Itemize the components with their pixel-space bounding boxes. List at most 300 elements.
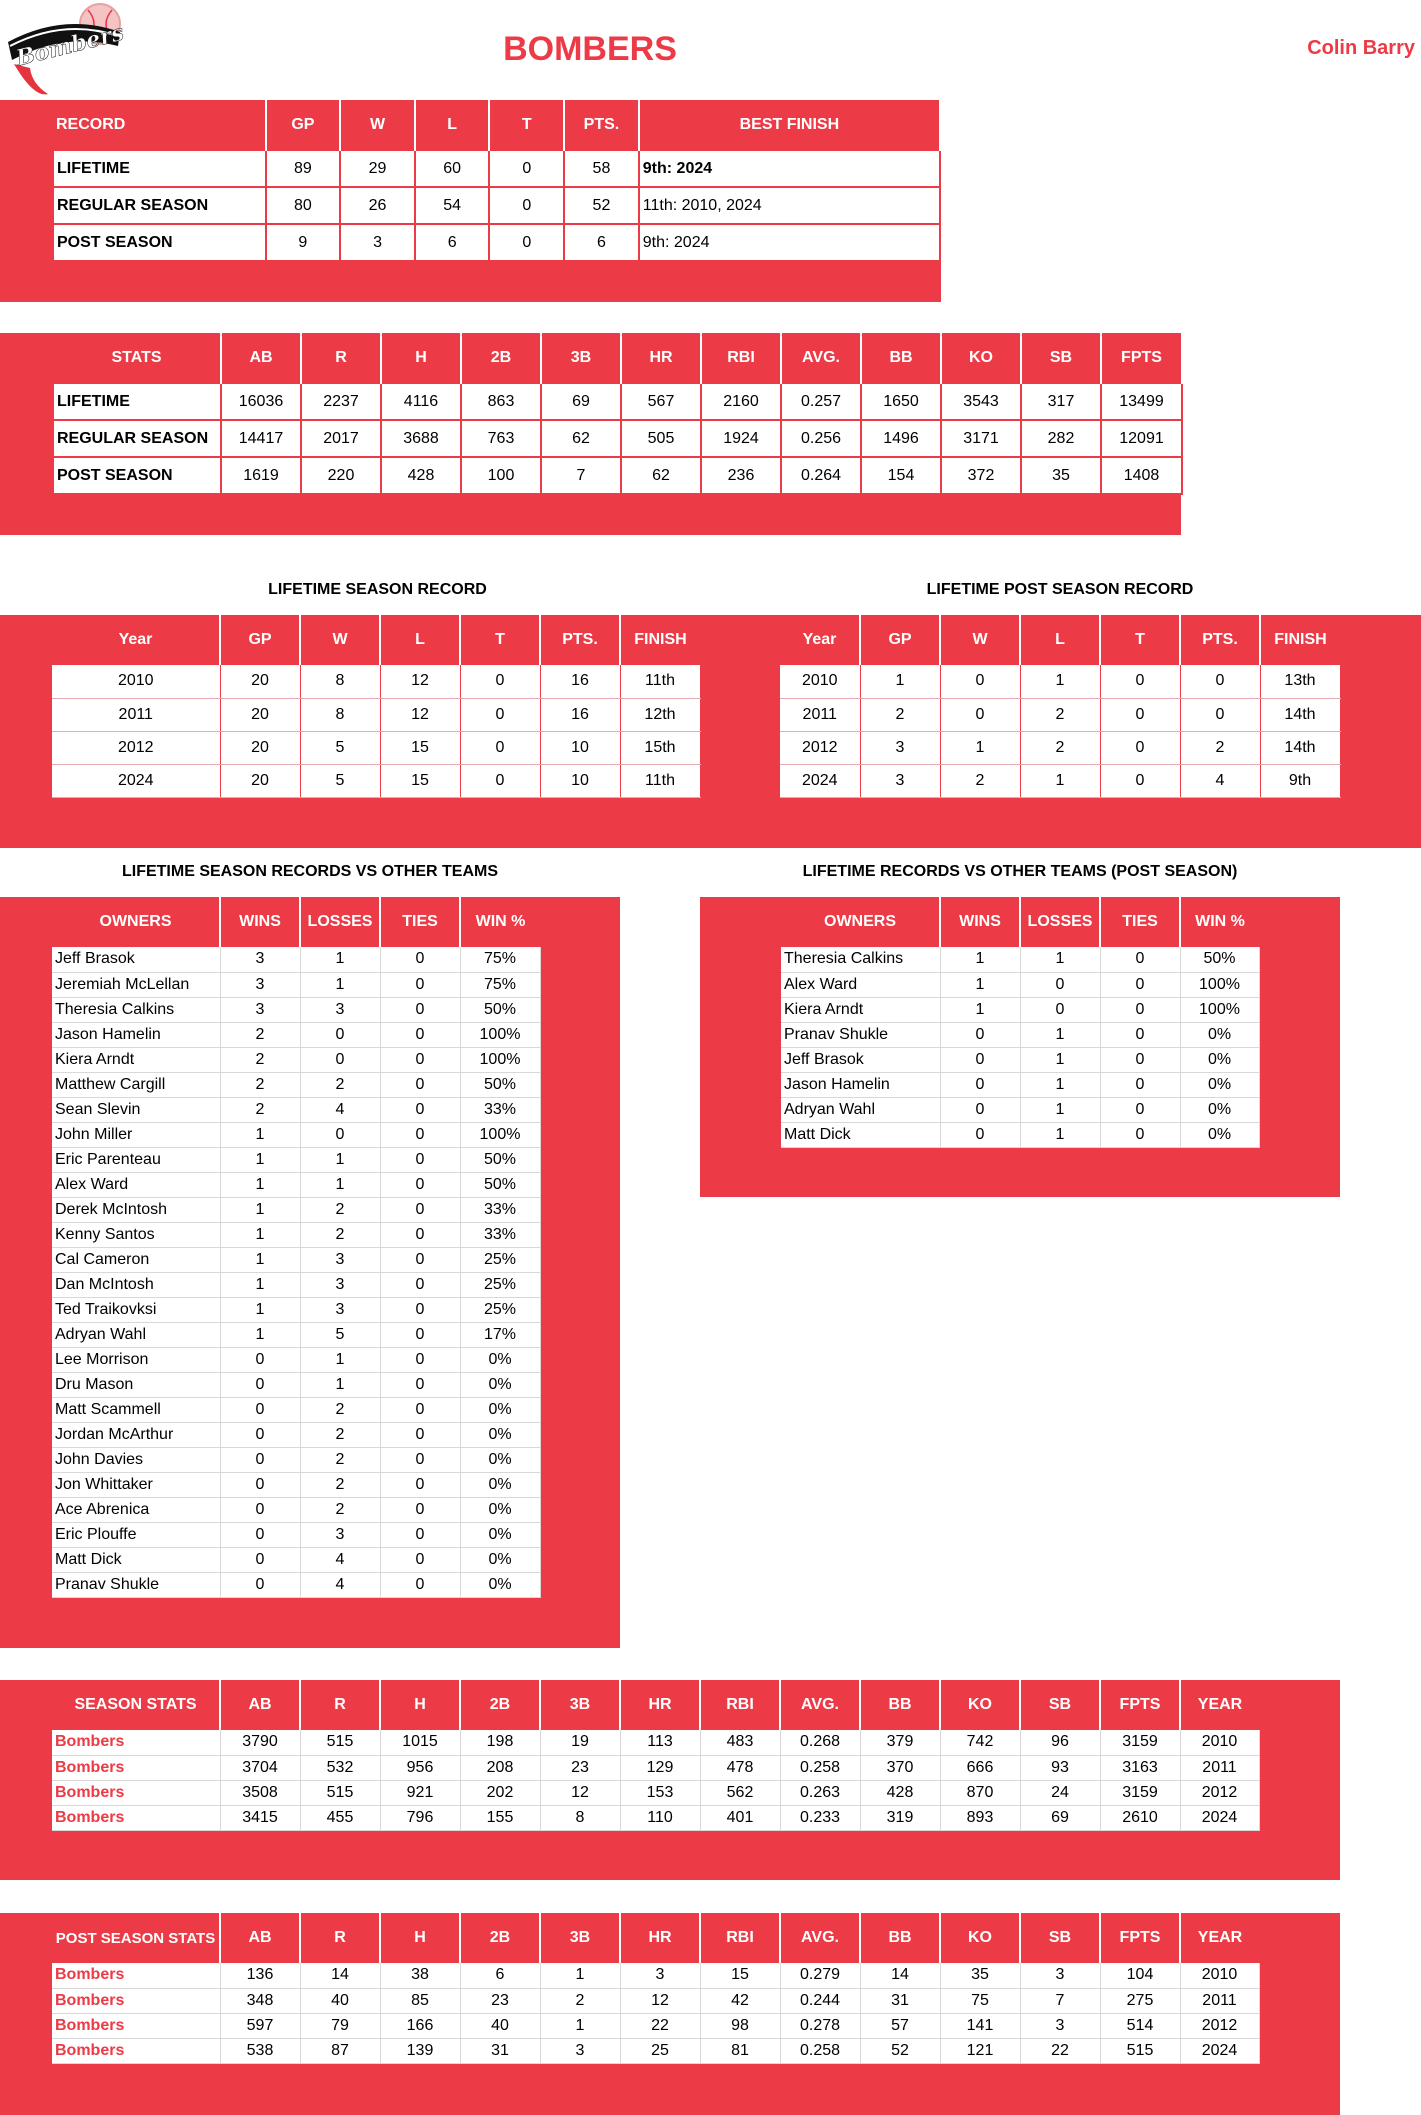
table-cell: 0 — [1100, 972, 1180, 997]
table-cell: 10 — [540, 764, 620, 797]
table-row — [53, 187, 940, 224]
table-cell: 567 — [621, 383, 701, 420]
table-cell: 15th — [620, 731, 700, 764]
table-cell: 0% — [460, 1522, 540, 1547]
column-header: SB — [1020, 1913, 1100, 1963]
table-cell: Bombers — [52, 1780, 220, 1805]
table-cell: 2024 — [52, 764, 220, 797]
table-cell: 0 — [220, 1347, 300, 1372]
table-cell: 455 — [300, 1805, 380, 1830]
table-cell: Theresia Calkins — [781, 947, 940, 972]
table-cell: 3415 — [220, 1805, 300, 1830]
table-cell: 31 — [460, 2038, 540, 2063]
table-cell: Dan McIntosh — [52, 1272, 220, 1297]
table-cell: Matt Scammell — [52, 1397, 220, 1422]
post-record-table — [780, 615, 1341, 798]
table-cell: 0 — [380, 1147, 460, 1172]
table-cell: 3543 — [941, 383, 1021, 420]
table-cell: Alex Ward — [52, 1172, 220, 1197]
table-cell: 1 — [1020, 764, 1100, 797]
table-cell: 0 — [380, 1047, 460, 1072]
table-cell: 0 — [1020, 997, 1100, 1022]
table-cell: 7 — [541, 457, 621, 494]
table-cell: 1 — [1020, 665, 1100, 698]
table-row — [52, 997, 540, 1022]
table-cell: 1 — [220, 1297, 300, 1322]
table-cell: 2 — [300, 1422, 380, 1447]
table-cell: 0.257 — [781, 383, 861, 420]
table-cell: 1 — [1020, 1047, 1100, 1072]
table-cell: 0 — [460, 764, 540, 797]
table-cell: 0% — [460, 1497, 540, 1522]
table-cell: 0 — [1100, 665, 1180, 698]
table-cell: 25% — [460, 1272, 540, 1297]
table-cell: 50% — [460, 1147, 540, 1172]
table-cell: 0 — [300, 1122, 380, 1147]
table-cell: 0 — [940, 1022, 1020, 1047]
table-row — [52, 1988, 1259, 2013]
table-cell: 52 — [860, 2038, 940, 2063]
column-header: GP — [266, 100, 341, 150]
table-cell: 1 — [220, 1272, 300, 1297]
table-cell: 8 — [300, 665, 380, 698]
table-cell: Theresia Calkins — [52, 997, 220, 1022]
table-cell: 80 — [266, 187, 341, 224]
table-cell: 40 — [460, 2013, 540, 2038]
table-row — [781, 1072, 1259, 1097]
table-cell: 2012 — [52, 731, 220, 764]
table-cell: 154 — [861, 457, 941, 494]
column-header: BB — [861, 333, 941, 383]
table-row — [781, 1097, 1259, 1122]
table-cell: Cal Cameron — [52, 1247, 220, 1272]
table-cell: 0.258 — [780, 2038, 860, 2063]
table-cell: 22 — [1020, 2038, 1100, 2063]
table-cell: 5 — [300, 1322, 380, 1347]
table-cell: 50% — [460, 1072, 540, 1097]
table-cell: 29 — [340, 150, 415, 187]
post-record-title: LIFETIME POST SEASON RECORD — [926, 581, 1194, 598]
table-cell: Lee Morrison — [52, 1347, 220, 1372]
table-cell: 282 — [1021, 420, 1101, 457]
record-table — [52, 100, 941, 262]
table-cell: 2012 — [1180, 1780, 1259, 1805]
table-row — [781, 972, 1259, 997]
table-cell: Ace Abrenica — [52, 1497, 220, 1522]
table-cell: 3 — [860, 764, 940, 797]
table-cell: 11th — [620, 764, 700, 797]
table-cell: 52 — [564, 187, 639, 224]
table-cell: 2024 — [780, 764, 860, 797]
table-cell: 1 — [1020, 1022, 1100, 1047]
column-header: BEST FINISH — [639, 100, 940, 150]
table-cell: 2012 — [1180, 2013, 1259, 2038]
table-cell: 1496 — [861, 420, 941, 457]
table-cell: 2610 — [1100, 1805, 1180, 1830]
table-cell: 12 — [540, 1780, 620, 1805]
table-cell: 348 — [220, 1988, 300, 2013]
column-header: W — [300, 615, 380, 665]
table-cell: 870 — [940, 1780, 1020, 1805]
table-cell: 14th — [1260, 731, 1340, 764]
table-cell: 0% — [460, 1347, 540, 1372]
stats-table — [52, 333, 1183, 495]
table-cell: Bombers — [52, 1988, 220, 2013]
table-cell: 22 — [620, 2013, 700, 2038]
table-cell: 2 — [300, 1447, 380, 1472]
table-row — [52, 1522, 540, 1547]
table-cell: 16036 — [221, 383, 301, 420]
table-cell: 1408 — [1101, 457, 1182, 494]
table-cell: 379 — [860, 1730, 940, 1755]
table-cell: 136 — [220, 1963, 300, 1988]
table-cell: 100% — [460, 1122, 540, 1147]
season-stats-table — [52, 1680, 1260, 1831]
column-header: AB — [221, 333, 301, 383]
table-cell: 1 — [860, 665, 940, 698]
table-cell: 0 — [220, 1522, 300, 1547]
table-row — [52, 2038, 1259, 2063]
table-row — [52, 1272, 540, 1297]
table-cell: 370 — [860, 1755, 940, 1780]
table-cell: 1 — [220, 1197, 300, 1222]
table-cell: 3 — [220, 972, 300, 997]
table-cell: 3 — [300, 1247, 380, 1272]
table-cell: 6 — [564, 224, 639, 261]
column-header: FPTS — [1100, 1680, 1180, 1730]
table-row — [52, 1022, 540, 1047]
table-cell: 0 — [380, 1497, 460, 1522]
table-cell: 16 — [540, 665, 620, 698]
table-cell: 60 — [415, 150, 490, 187]
table-cell: 3163 — [1100, 1755, 1180, 1780]
table-row — [52, 1805, 1259, 1830]
column-header: 2B — [460, 1680, 540, 1730]
table-cell: Bombers — [52, 1755, 220, 1780]
table-cell: 0 — [380, 1447, 460, 1472]
table-cell: 96 — [1020, 1730, 1100, 1755]
table-cell: 0 — [380, 1097, 460, 1122]
table-cell: Jeff Brasok — [781, 1047, 940, 1072]
table-cell: 0% — [460, 1547, 540, 1572]
table-row — [52, 1572, 540, 1597]
header-row — [53, 333, 1182, 383]
column-header: BB — [860, 1913, 940, 1963]
table-cell: 13499 — [1101, 383, 1182, 420]
table-cell: 220 — [301, 457, 381, 494]
table-cell: 514 — [1100, 2013, 1180, 2038]
table-cell: 3171 — [941, 420, 1021, 457]
table-cell: 3 — [300, 1522, 380, 1547]
table-cell: 0 — [380, 1022, 460, 1047]
table-cell: 0 — [1100, 1022, 1180, 1047]
table-cell: 0 — [380, 1572, 460, 1597]
table-cell: 20 — [220, 698, 300, 731]
table-cell: 20 — [220, 731, 300, 764]
table-cell: 0 — [300, 1022, 380, 1047]
table-cell: 275 — [1100, 1988, 1180, 2013]
table-cell: 11th — [620, 665, 700, 698]
table-cell: 0% — [1180, 1072, 1259, 1097]
table-cell: 0 — [380, 1522, 460, 1547]
table-cell: 1015 — [380, 1730, 460, 1755]
table-cell: REGULAR SEASON — [53, 187, 266, 224]
vs-teams-title: LIFETIME SEASON RECORDS VS OTHER TEAMS — [121, 863, 499, 880]
table-cell: 155 — [460, 1805, 540, 1830]
table-cell: Derek McIntosh — [52, 1197, 220, 1222]
table-cell: POST SEASON — [53, 224, 266, 261]
table-row — [52, 1172, 540, 1197]
table-row — [52, 1730, 1259, 1755]
table-cell: 3 — [1020, 2013, 1100, 2038]
table-cell: 1 — [300, 1372, 380, 1397]
table-cell: 69 — [1020, 1805, 1100, 1830]
table-cell: Alex Ward — [781, 972, 940, 997]
vs-teams-table — [52, 897, 541, 1598]
column-header: Year — [118, 631, 153, 648]
table-cell: 0 — [220, 1372, 300, 1397]
table-cell: 0 — [300, 1047, 380, 1072]
table-cell: 1 — [300, 1172, 380, 1197]
column-header: BB — [860, 1680, 940, 1730]
table-cell: 1 — [540, 2013, 620, 2038]
table-row — [52, 698, 700, 731]
table-cell: 0 — [1100, 1097, 1180, 1122]
column-header: RBI — [701, 333, 781, 383]
table-cell: 2 — [220, 1047, 300, 1072]
table-cell: 4 — [300, 1547, 380, 1572]
table-row — [52, 1422, 540, 1447]
table-cell: 0 — [1100, 698, 1180, 731]
table-row — [53, 224, 940, 261]
table-cell: 3 — [220, 997, 300, 1022]
column-header: TIES — [380, 897, 460, 947]
table-cell: 0 — [380, 1272, 460, 1297]
column-header: H — [380, 1913, 460, 1963]
table-cell: 1 — [220, 1172, 300, 1197]
table-cell: 1 — [1020, 1122, 1100, 1147]
season-record-title: LIFETIME SEASON RECORD — [268, 581, 487, 598]
table-cell: 0% — [460, 1572, 540, 1597]
table-row — [53, 457, 1182, 494]
table-cell: 50% — [460, 997, 540, 1022]
table-cell: REGULAR SEASON — [53, 420, 221, 457]
table-row — [781, 947, 1259, 972]
column-header: R — [300, 1913, 380, 1963]
table-cell: 79 — [300, 2013, 380, 2038]
column-header: FINISH — [1260, 615, 1340, 665]
table-cell: 3 — [300, 1297, 380, 1322]
table-cell: 0 — [380, 1347, 460, 1372]
table-cell: 0 — [1180, 698, 1260, 731]
table-cell: 166 — [380, 2013, 460, 2038]
table-cell: 9 — [266, 224, 341, 261]
header-row — [780, 615, 1340, 665]
table-row — [52, 1497, 540, 1522]
table-cell: 0 — [220, 1547, 300, 1572]
table-cell: 1 — [300, 1147, 380, 1172]
table-cell: 2160 — [701, 383, 781, 420]
table-cell: 58 — [564, 150, 639, 187]
table-cell: 121 — [940, 2038, 1020, 2063]
table-cell: 0.256 — [781, 420, 861, 457]
table-cell: 863 — [461, 383, 541, 420]
table-cell: 14417 — [221, 420, 301, 457]
table-cell: Jordan McArthur — [52, 1422, 220, 1447]
table-cell: 0 — [940, 698, 1020, 731]
table-cell: 0 — [380, 1322, 460, 1347]
header-row — [52, 897, 540, 947]
table-cell: 2011 — [780, 698, 860, 731]
table-cell: 139 — [380, 2038, 460, 2063]
table-cell: 0 — [460, 731, 540, 764]
column-header: 3B — [540, 1680, 620, 1730]
table-cell: 2 — [860, 698, 940, 731]
table-cell: 3 — [340, 224, 415, 261]
table-cell: 87 — [300, 2038, 380, 2063]
table-cell: Sean Slevin — [52, 1097, 220, 1122]
column-header: WIN % — [1180, 897, 1259, 947]
table-row — [781, 1122, 1259, 1147]
table-cell: 1 — [220, 1147, 300, 1172]
table-cell: 2024 — [1180, 1805, 1259, 1830]
table-cell: 40 — [300, 1988, 380, 2013]
header-row — [52, 1680, 1259, 1730]
table-row — [52, 1447, 540, 1472]
table-cell: 1650 — [861, 383, 941, 420]
table-row — [52, 1247, 540, 1272]
table-row — [52, 1547, 540, 1572]
table-cell: 129 — [620, 1755, 700, 1780]
table-cell: 0 — [380, 1122, 460, 1147]
table-cell: 6 — [460, 1963, 540, 1988]
column-header: TIES — [1100, 897, 1180, 947]
table-cell: 538 — [220, 2038, 300, 2063]
table-cell: 38 — [380, 1963, 460, 1988]
column-header: FPTS — [1101, 333, 1182, 383]
table-cell: 0 — [1020, 972, 1100, 997]
table-cell: 3 — [1020, 1963, 1100, 1988]
column-header: RBI — [700, 1913, 780, 1963]
table-cell: 505 — [621, 420, 701, 457]
table-cell: 763 — [461, 420, 541, 457]
table-cell: 31 — [860, 1988, 940, 2013]
table-cell: 0 — [220, 1572, 300, 1597]
table-cell: 5 — [300, 731, 380, 764]
table-cell: 0 — [380, 1397, 460, 1422]
column-header: PTS. — [540, 615, 620, 665]
table-cell: 666 — [940, 1755, 1020, 1780]
table-cell: 12 — [620, 1988, 700, 2013]
table-cell: 2011 — [1180, 1988, 1259, 2013]
table-cell: 236 — [701, 457, 781, 494]
table-cell: 50% — [1180, 947, 1259, 972]
column-header: PTS. — [1180, 615, 1260, 665]
table-cell: 0 — [489, 150, 564, 187]
table-cell: 14 — [860, 1963, 940, 1988]
column-header: SB — [1021, 333, 1101, 383]
table-cell: 104 — [1100, 1963, 1180, 1988]
column-header: HR — [620, 1680, 700, 1730]
table-cell: 10 — [540, 731, 620, 764]
table-row — [52, 1397, 540, 1422]
table-cell: 208 — [460, 1755, 540, 1780]
table-cell: John Davies — [52, 1447, 220, 1472]
table-cell: 1 — [940, 997, 1020, 1022]
table-cell: 1 — [1020, 1097, 1100, 1122]
table-cell: 0 — [1100, 1047, 1180, 1072]
table-cell: 0 — [380, 1547, 460, 1572]
table-cell: 0 — [380, 1247, 460, 1272]
table-cell: 9th — [1260, 764, 1340, 797]
table-row — [52, 1147, 540, 1172]
table-row — [52, 1472, 540, 1497]
table-cell: 2010 — [1180, 1963, 1259, 1988]
table-row — [780, 698, 1340, 731]
column-header: HR — [621, 333, 701, 383]
table-row — [53, 150, 940, 187]
table-cell: 8 — [300, 698, 380, 731]
table-cell: Dru Mason — [52, 1372, 220, 1397]
table-cell: 4116 — [381, 383, 461, 420]
table-cell: 2 — [220, 1022, 300, 1047]
table-cell: 0 — [460, 698, 540, 731]
table-row — [781, 1047, 1259, 1072]
table-cell: 3 — [220, 947, 300, 972]
column-header: OWNERS — [824, 913, 896, 930]
column-header: YEAR — [1180, 1680, 1259, 1730]
column-header: T — [460, 615, 540, 665]
table-cell: 75% — [460, 947, 540, 972]
table-row — [52, 764, 700, 797]
table-cell: 202 — [460, 1780, 540, 1805]
table-cell: 100% — [460, 1047, 540, 1072]
table-cell: 0% — [460, 1472, 540, 1497]
table-cell: 12 — [380, 698, 460, 731]
table-cell: 2010 — [780, 665, 860, 698]
column-header: L — [415, 100, 490, 150]
table-cell: 0 — [1100, 1122, 1180, 1147]
table-row — [52, 1372, 540, 1397]
table-cell: 98 — [700, 2013, 780, 2038]
table-row — [52, 665, 700, 698]
vs-teams-post-title: LIFETIME RECORDS VS OTHER TEAMS (POST SEASON) — [802, 863, 1238, 880]
table-cell: 0.268 — [780, 1730, 860, 1755]
table-cell: 1619 — [221, 457, 301, 494]
table-cell: 25% — [460, 1247, 540, 1272]
table-cell: 2012 — [780, 731, 860, 764]
column-header: RBI — [700, 1680, 780, 1730]
table-cell: 6 — [415, 224, 490, 261]
column-header: 3B — [541, 333, 621, 383]
table-row — [52, 1122, 540, 1147]
table-cell: 3688 — [381, 420, 461, 457]
table-cell: 141 — [940, 2013, 1020, 2038]
header-row — [781, 897, 1259, 947]
table-cell: 12091 — [1101, 420, 1182, 457]
table-cell: 16 — [540, 698, 620, 731]
table-cell: 0 — [1100, 764, 1180, 797]
table-cell: 0% — [1180, 1097, 1259, 1122]
column-header: Year — [802, 631, 837, 648]
table-cell: 11th: 2010, 2024 — [639, 187, 940, 224]
table-cell: 3 — [620, 1963, 700, 1988]
column-header: GP — [220, 615, 300, 665]
column-header: W — [340, 100, 415, 150]
table-cell: 1924 — [701, 420, 781, 457]
table-row — [52, 1297, 540, 1322]
column-header: GP — [860, 615, 940, 665]
